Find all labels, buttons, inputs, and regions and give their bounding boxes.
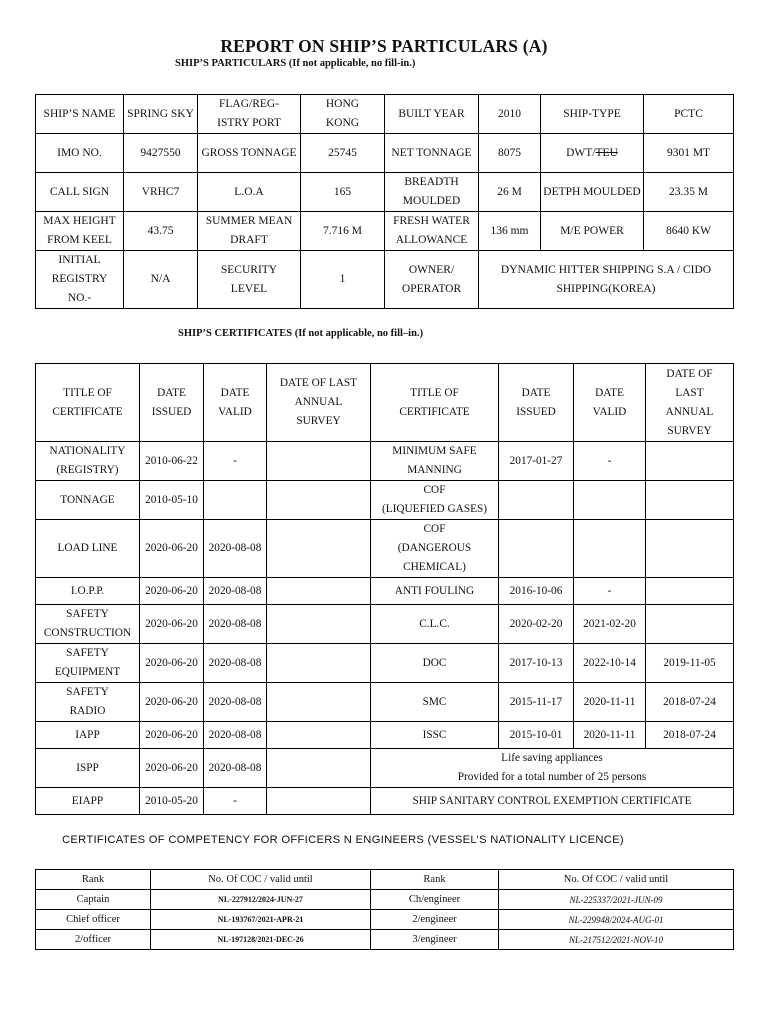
date-cell xyxy=(646,578,734,605)
date-cell: 2021-02-20 xyxy=(574,605,646,644)
cert-title-cell: I.O.P.P. xyxy=(36,578,140,605)
value-cell: 1 xyxy=(301,251,385,309)
value-cell: SPRING SKY xyxy=(124,95,198,134)
value-cell: 165 xyxy=(301,173,385,212)
date-cell: 2020-06-20 xyxy=(140,644,204,683)
cert-title-cell: ISSC xyxy=(371,722,499,749)
coc-number-cell: NL-227912/2024-JUN-27 xyxy=(151,890,371,910)
table-row xyxy=(36,890,734,910)
column-header: DATE VALID xyxy=(204,364,267,442)
particulars-table xyxy=(35,94,734,309)
table-row xyxy=(36,749,734,788)
date-cell xyxy=(267,442,371,481)
date-cell: 2010-05-20 xyxy=(140,788,204,815)
label-cell: SECURITY LEVEL xyxy=(198,251,301,309)
date-cell: 2020-08-08 xyxy=(204,722,267,749)
value-cell: 8640 KW xyxy=(644,212,734,251)
cert-title-cell: SMC xyxy=(371,683,499,722)
column-header: No. Of COC / valid until xyxy=(499,870,734,890)
date-cell: 2020-06-20 xyxy=(140,520,204,578)
date-cell: 2020-08-08 xyxy=(204,578,267,605)
coc-number-cell: NL-217512/2021-NOV-10 xyxy=(499,930,734,950)
date-cell xyxy=(267,722,371,749)
coc-number-cell: NL-197128/2021-DEC-26 xyxy=(151,930,371,950)
certificates-subtitle: SHIP’S CERTIFICATES (If not applicable, no fill–in.) xyxy=(178,328,424,339)
life-saving-appliances-cell xyxy=(371,749,734,788)
teu-strikethrough-text: TEU xyxy=(595,146,618,159)
table-row xyxy=(36,95,734,134)
page-title: REPORT ON SHIP’S PARTICULARS (A) xyxy=(220,36,548,56)
table-row xyxy=(36,605,734,644)
label-cell: BREADTH MOULDED xyxy=(385,173,479,212)
table-header-row xyxy=(36,870,734,890)
date-cell: 2020-02-20 xyxy=(499,605,574,644)
label-cell: MAX HEIGHT FROM KEEL xyxy=(36,212,124,251)
label-cell: IMO NO. xyxy=(36,134,124,173)
value-cell: N/A xyxy=(124,251,198,309)
label-cell: CALL SIGN xyxy=(36,173,124,212)
column-header: DATE ISSUED xyxy=(140,364,204,442)
date-cell: 2020-08-08 xyxy=(204,605,267,644)
table-row xyxy=(36,251,734,309)
table-header-row xyxy=(36,364,734,442)
cert-title-cell: EIAPP xyxy=(36,788,140,815)
date-cell: 2020-08-08 xyxy=(204,644,267,683)
date-cell xyxy=(646,442,734,481)
value-cell: 43.75 xyxy=(124,212,198,251)
date-cell: 2020-06-20 xyxy=(140,605,204,644)
label-cell: SUMMER MEAN DRAFT xyxy=(198,212,301,251)
coc-number-cell: NL-193767/2021-APR-21 xyxy=(151,910,371,930)
date-cell xyxy=(574,481,646,520)
date-cell: - xyxy=(574,578,646,605)
label-cell: SHIP-TYPE xyxy=(541,95,644,134)
rank-cell: Chief officer xyxy=(36,910,151,930)
date-cell xyxy=(267,578,371,605)
date-cell: 2017-10-13 xyxy=(499,644,574,683)
value-cell: DYNAMIC HITTER SHIPPING S.A / CIDO SHIPPING(KOREA) xyxy=(479,251,734,309)
sanitary-certificate-cell: SHIP SANITARY CONTROL EXEMPTION CERTIFICATE xyxy=(371,788,734,815)
label-cell: GROSS TONNAGE xyxy=(198,134,301,173)
label-cell: OWNER/ OPERATOR xyxy=(385,251,479,309)
cert-title-cell: ISPP xyxy=(36,749,140,788)
label-cell: BUILT YEAR xyxy=(385,95,479,134)
label-cell: L.O.A xyxy=(198,173,301,212)
coc-number-cell: NL-225337/2021-JUN-09 xyxy=(499,890,734,910)
value-cell: 25745 xyxy=(301,134,385,173)
date-cell xyxy=(267,644,371,683)
value-cell: HONG KONG xyxy=(301,95,385,134)
table-row xyxy=(36,722,734,749)
cert-title-cell: TONNAGE xyxy=(36,481,140,520)
label-cell: SHIP’S NAME xyxy=(36,95,124,134)
date-cell: 2019-11-05 xyxy=(646,644,734,683)
date-cell: 2018-07-24 xyxy=(646,722,734,749)
column-header: TITLE OF CERTIFICATE xyxy=(371,364,499,442)
date-cell: 2020-11-11 xyxy=(574,683,646,722)
label-cell: FLAG/REG- ISTRY PORT xyxy=(198,95,301,134)
date-cell: 2010-05-10 xyxy=(140,481,204,520)
value-cell: 9427550 xyxy=(124,134,198,173)
date-cell: 2020-08-08 xyxy=(204,683,267,722)
date-cell xyxy=(267,520,371,578)
rank-cell: 2/officer xyxy=(36,930,151,950)
date-cell: 2018-07-24 xyxy=(646,683,734,722)
date-cell xyxy=(646,481,734,520)
coc-table xyxy=(35,869,734,950)
value-cell: 9301 MT xyxy=(644,134,734,173)
table-row xyxy=(36,644,734,683)
cert-title-cell: MINIMUM SAFE MANNING xyxy=(371,442,499,481)
table-row xyxy=(36,134,734,173)
cert-title-cell: SAFETY CONSTRUCTION xyxy=(36,605,140,644)
cert-title-cell: SAFETY EQUIPMENT xyxy=(36,644,140,683)
date-cell: 2020-06-20 xyxy=(140,683,204,722)
date-cell: 2020-06-20 xyxy=(140,749,204,788)
date-cell: 2015-11-17 xyxy=(499,683,574,722)
date-cell: 2016-10-06 xyxy=(499,578,574,605)
label-cell: NET TONNAGE xyxy=(385,134,479,173)
date-cell xyxy=(204,481,267,520)
particulars-subtitle: SHIP’S PARTICULARS (If not applicable, no fill-in.) xyxy=(175,58,416,69)
cert-title-cell: COF (DANGEROUS CHEMICAL) xyxy=(371,520,499,578)
date-cell: 2020-08-08 xyxy=(204,520,267,578)
date-cell: 2022-10-14 xyxy=(574,644,646,683)
label-cell: M/E POWER xyxy=(541,212,644,251)
column-header: Rank xyxy=(36,870,151,890)
date-cell: 2020-11-11 xyxy=(574,722,646,749)
cert-title-cell: IAPP xyxy=(36,722,140,749)
cert-title-cell: SAFETY RADIO xyxy=(36,683,140,722)
date-cell: 2017-01-27 xyxy=(499,442,574,481)
date-cell xyxy=(499,520,574,578)
date-cell: - xyxy=(204,788,267,815)
date-cell: 2020-08-08 xyxy=(204,749,267,788)
value-cell: PCTC xyxy=(644,95,734,134)
column-header: DATE OF LAST ANNUAL SURVEY xyxy=(646,364,734,442)
table-row xyxy=(36,910,734,930)
date-cell xyxy=(646,520,734,578)
date-cell xyxy=(267,749,371,788)
date-cell xyxy=(574,520,646,578)
date-cell xyxy=(646,605,734,644)
date-cell: 2020-06-20 xyxy=(140,578,204,605)
life-saving-line: Provided for a total number of 25 persons xyxy=(457,771,647,783)
rank-cell: Captain xyxy=(36,890,151,910)
table-row xyxy=(36,173,734,212)
column-header: DATE ISSUED xyxy=(499,364,574,442)
date-cell xyxy=(267,605,371,644)
value-cell: 26 M xyxy=(479,173,541,212)
column-header: TITLE OF CERTIFICATE xyxy=(36,364,140,442)
table-row xyxy=(36,930,734,950)
cert-title-cell: DOC xyxy=(371,644,499,683)
date-cell: 2020-06-20 xyxy=(140,722,204,749)
column-header: DATE VALID xyxy=(574,364,646,442)
date-cell xyxy=(267,481,371,520)
value-cell: 2010 xyxy=(479,95,541,134)
table-row xyxy=(36,788,734,815)
column-header: No. Of COC / valid until xyxy=(151,870,371,890)
certificates-table xyxy=(35,363,734,815)
rank-cell: Ch/engineer xyxy=(371,890,499,910)
column-header: DATE OF LAST ANNUAL SURVEY xyxy=(267,364,371,442)
date-cell: 2015-10-01 xyxy=(499,722,574,749)
label-cell: FRESH WATER ALLOWANCE xyxy=(385,212,479,251)
dwt-text: DWT/ xyxy=(566,146,596,159)
table-row xyxy=(36,442,734,481)
table-row xyxy=(36,212,734,251)
rank-cell: 3/engineer xyxy=(371,930,499,950)
value-cell: 136 mm xyxy=(479,212,541,251)
value-cell: VRHC7 xyxy=(124,173,198,212)
table-row xyxy=(36,683,734,722)
rank-cell: 2/engineer xyxy=(371,910,499,930)
table-row xyxy=(36,481,734,520)
cert-title-cell: ANTI FOULING xyxy=(371,578,499,605)
coc-heading: CERTIFICATES OF COMPETENCY FOR OFFICERS N ENGINEERS (VESSEL’S NATIONALITY LICENCE) xyxy=(62,834,624,846)
cert-title-cell: NATIONALITY (REGISTRY) xyxy=(36,442,140,481)
date-cell: 2010-06-22 xyxy=(140,442,204,481)
label-cell: INITIAL REGISTRY NO.- xyxy=(36,251,124,309)
cert-title-cell: COF (LIQUEFIED GASES) xyxy=(371,481,499,520)
date-cell xyxy=(499,481,574,520)
value-cell: 7.716 M xyxy=(301,212,385,251)
cert-title-cell: C.L.C. xyxy=(371,605,499,644)
date-cell: - xyxy=(574,442,646,481)
column-header: Rank xyxy=(371,870,499,890)
table-row xyxy=(36,578,734,605)
date-cell: - xyxy=(204,442,267,481)
label-cell xyxy=(541,134,644,173)
date-cell xyxy=(267,683,371,722)
value-cell: 8075 xyxy=(479,134,541,173)
date-cell xyxy=(267,788,371,815)
life-saving-line: Life saving appliances xyxy=(501,752,603,764)
coc-number-cell: NL-229948/2024-AUG-01 xyxy=(499,910,734,930)
table-row xyxy=(36,520,734,578)
cert-title-cell: LOAD LINE xyxy=(36,520,140,578)
value-cell: 23.35 M xyxy=(644,173,734,212)
label-cell: DETPH MOULDED xyxy=(541,173,644,212)
